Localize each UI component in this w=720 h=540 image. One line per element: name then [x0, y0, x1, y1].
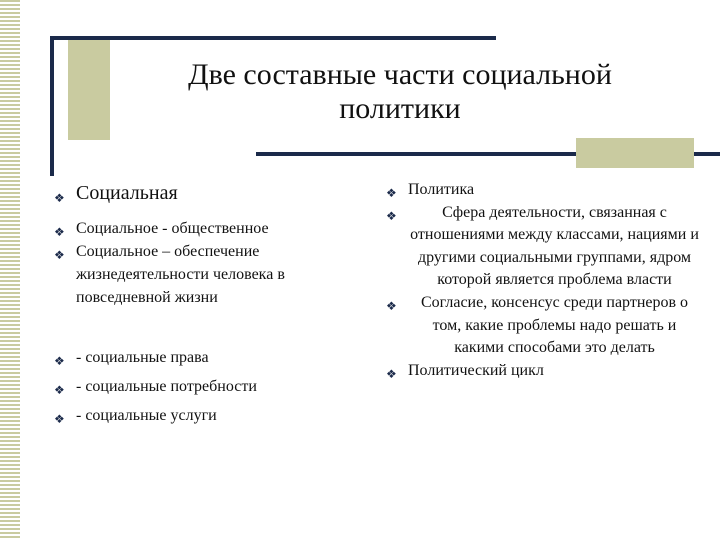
list-item-text: Социальная — [76, 182, 178, 204]
list-item — [386, 292, 701, 360]
list-item — [386, 179, 701, 202]
striped-margin-decoration — [0, 0, 20, 540]
list-item — [386, 202, 701, 292]
list-item-text: Социальное – обеспечение жизнедеятельности человека в повседневной жизни — [76, 243, 285, 306]
diamond-bullet-icon: ❖ — [386, 298, 397, 313]
diamond-bullet-icon: ❖ — [54, 383, 65, 397]
diamond-bullet-icon: ❖ — [54, 225, 65, 239]
diamond-bullet-icon: ❖ — [386, 186, 397, 200]
list-item — [54, 240, 374, 309]
list-item — [54, 217, 374, 240]
list-item-text: Политика — [408, 181, 475, 198]
list-item — [54, 375, 374, 398]
list-item — [54, 180, 374, 206]
diamond-bullet-icon: ❖ — [54, 354, 65, 368]
right-bullet-list — [386, 179, 701, 382]
title-left-rule — [50, 36, 54, 176]
diamond-bullet-icon: ❖ — [54, 191, 65, 205]
diamond-bullet-icon: ❖ — [54, 248, 65, 262]
list-item-text: Сфера деятельности, связанная с отношениями между классами, нациями и другими социальными группами, ядром которой является проблема власти — [410, 203, 699, 289]
diamond-bullet-icon: ❖ — [54, 412, 65, 426]
list-item — [54, 346, 374, 369]
title-decor-block — [68, 40, 110, 140]
title-bottom-decor-block — [576, 138, 694, 168]
title-top-rule — [50, 36, 496, 40]
list-item-text: - социальные услуги — [76, 407, 217, 424]
list-item — [54, 404, 374, 427]
diamond-bullet-icon: ❖ — [386, 366, 397, 381]
slide-title: Две составные части социальной политики — [188, 58, 612, 125]
diamond-bullet-icon: ❖ — [386, 208, 397, 223]
list-item-text: - социальные права — [76, 349, 209, 366]
left-bullet-list — [54, 180, 374, 427]
list-item-text: - социальные потребности — [76, 378, 257, 395]
list-item-text: Социальное - общественное — [76, 220, 269, 237]
list-item — [386, 360, 701, 383]
list-item-text: Согласие, консенсус среди партнеров о том, какие проблемы надо решать и какими способами это делать — [420, 293, 689, 357]
list-item-text: Политический цикл — [408, 361, 544, 379]
